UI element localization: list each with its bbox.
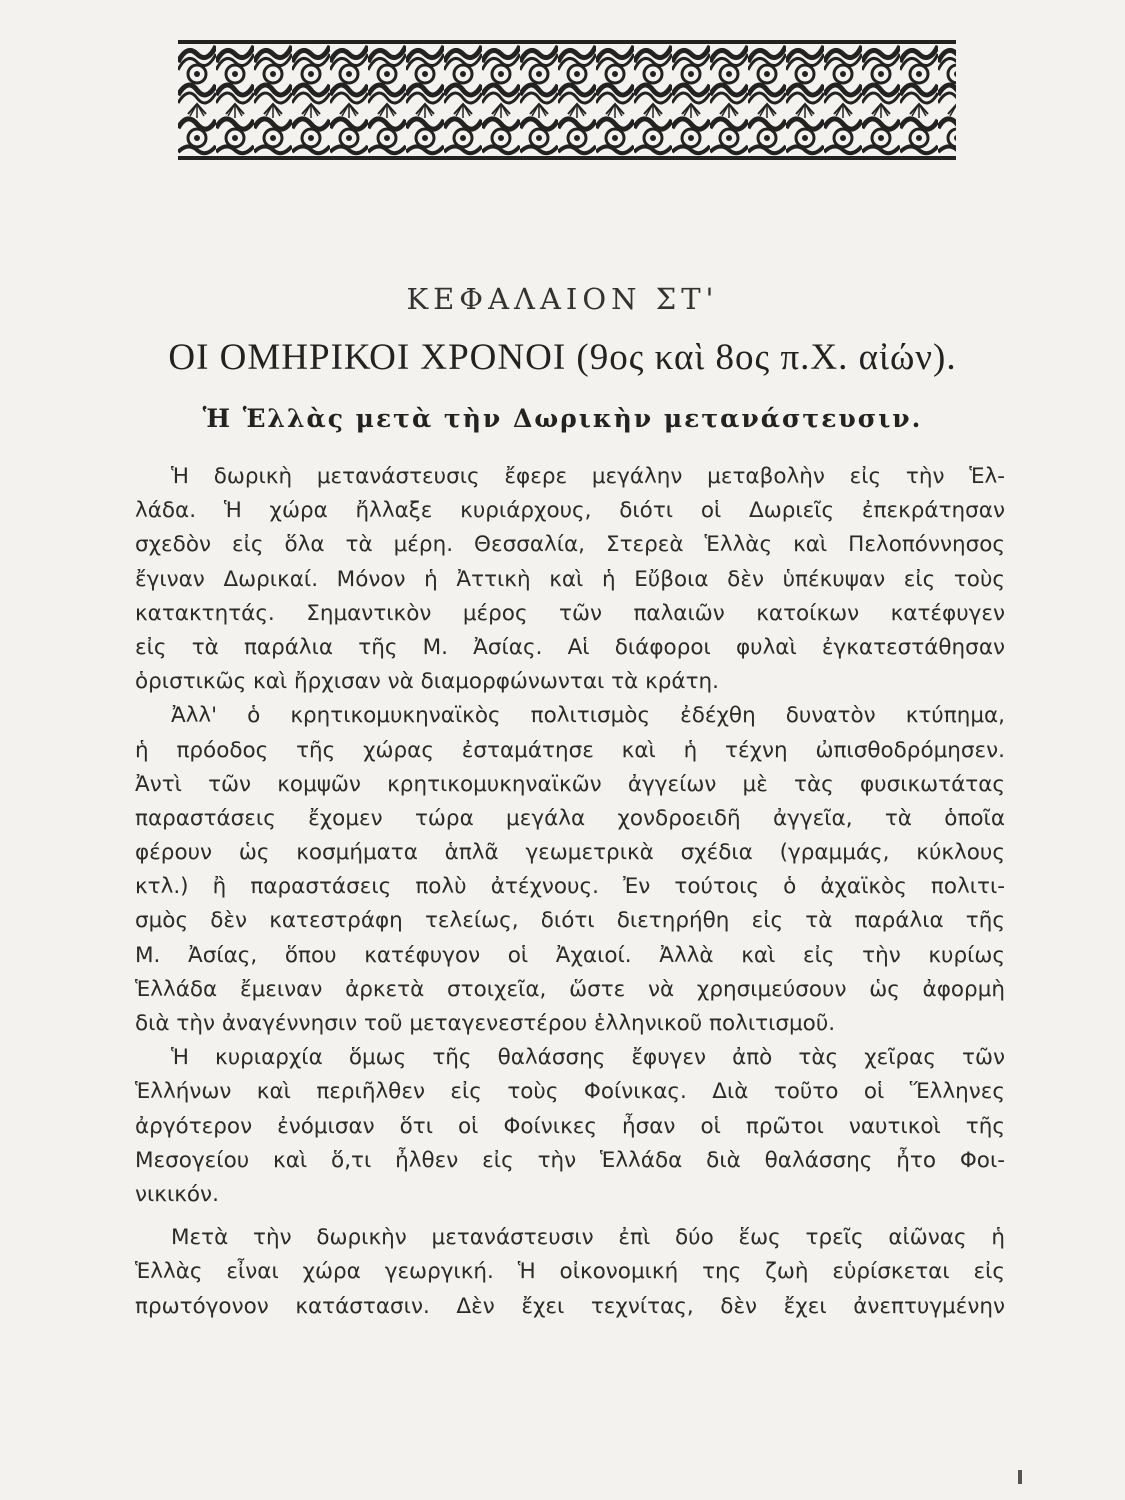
text-line: Μετὰ τὴν δωρικὴν μετανάστευσιν ἐπὶ δύο ἕως τρεῖς αἰῶνας ἡ [171, 1225, 1005, 1251]
text-line: παραστάσεις ἔχομεν τώρα μεγάλα χονδροειδῆ ἀγγεῖα, τὰ ὁποῖα [135, 805, 1005, 831]
text-line: σχεδὸν εἰς ὅλα τὰ μέρη. Θεσσαλία, Στερεὰ Ἑλλὰς καὶ Πελοπόννησος [135, 532, 1005, 558]
text-line: Ἀλλ' ὁ κρητικομυκηναϊκὸς πολιτισμὸς ἐδέχθη δυνατὸν κτύπημα, [171, 703, 1005, 729]
text-line: ἀργότερον ἐνόμισαν ὅτι οἱ Φοίνικες ἦσαν οἱ πρῶτοι ναυτικοὶ τῆς [135, 1113, 1005, 1139]
text-line: κτλ.) ἢ παραστάσεις πολὺ ἀτέχνους. Ἐν τούτοις ὁ ἀχαϊκὸς πολιτι- [135, 874, 1005, 900]
text-line: νικικόν. [135, 1181, 219, 1207]
text-line: εἰς τὰ παράλια τῆς Μ. Ἀσίας. Αἱ διάφοροι φυλαὶ ἐγκατεστάθησαν [135, 634, 1005, 660]
section-subtitle: Ἡ Ἑλλὰς μετὰ τὴν Δωρικὴν μετανάστευσιν. [202, 404, 923, 433]
text-line: σμὸς δὲν κατεστράφη τελείως, διότι διετηρήθη εἰς τὰ παράλια τῆς [135, 908, 1005, 934]
text-line: πρωτόγονον κατάστασιν. Δὲν ἔχει τεχνίτας, δὲν ἔχει ἀνεπτυγμένην [135, 1293, 1005, 1319]
text-line: Ἀντὶ τῶν κομψῶν κρητικομυκηναϊκῶν ἀγγείων μὲ τὰς φυσικωτάτας [135, 771, 1005, 797]
text-line: Ἡ δωρικὴ μετανάστευσις ἔφερε μεγάλην μεταβολὴν εἰς τὴν Ἑλ- [171, 464, 1005, 489]
chapter-label: ΚΕΦΑΛΑΙΟΝ ΣΤ' [406, 282, 719, 316]
text-line: Μ. Ἀσίας, ὅπου κατέφυγον οἱ Ἀχαιοί. Ἀλλὰ καὶ εἰς τὴν κυρίως [135, 942, 1005, 968]
text-line: κατακτητάς. Σημαντικὸν μέρος τῶν παλαιῶν κατοίκων κατέφυγεν [135, 600, 1005, 626]
body-text [135, 460, 1005, 1324]
text-line: ἡ πρόοδος τῆς χώρας ἐσταμάτησε καὶ ἡ τέχνη ὠπισθοδρόμησεν. [135, 737, 1005, 763]
text-line: ὁριστικῶς καὶ ἤρχισαν νὰ διαμορφώνωνται τὰ κράτη. [135, 669, 719, 695]
page-edge-mark [1018, 1470, 1022, 1484]
text-line: λάδα. Ἡ χώρα ἤλλαξε κυριάρχους, διότι οἱ Δωριεῖς ἐπεκράτησαν [135, 498, 1005, 524]
text-line: φέρουν ὡς κοσμήματα ἁπλᾶ γεωμετρικὰ σχέδια (γραμμάς, κύκλους [135, 840, 1005, 866]
text-line: Μεσογείου καὶ ὅ,τι ἦλθεν εἰς τὴν Ἑλλάδα διὰ θαλάσσης ἦτο Φοι- [135, 1147, 1005, 1173]
decorative-border-ornament [178, 40, 956, 160]
text-line: Ἑλλάδα ἔμειναν ἀρκετὰ στοιχεῖα, ὥστε νὰ χρησιμεύσουν ὡς ἀφορμὴ [135, 976, 1005, 1002]
text-line: ἔγιναν Δωρικαί. Μόνον ἡ Ἀττικὴ καὶ ἡ Εὔβοια δὲν ὑπέκυψαν εἰς τοὺς [135, 566, 1005, 592]
text-line: διὰ τὴν ἀναγέννησιν τοῦ μεταγενεστέρου ἑλληνικοῦ πολιτισμοῦ. [135, 1011, 836, 1036]
page-title: ΟΙ ΟΜΗΡΙΚΟΙ ΧΡΟΝΟΙ (9ος καὶ 8ος π.Χ. αἰών). [168, 337, 957, 378]
text-line: Ἑλλὰς εἶναι χώρα γεωργική. Ἡ οἰκονομική της ζωὴ εὑρίσκεται εἰς [135, 1259, 1005, 1285]
text-line: Ἑλλήνων καὶ περιῆλθεν εἰς τοὺς Φοίνικας. Διὰ τοῦτο οἱ Ἕλληνες [135, 1079, 1005, 1105]
text-line: Ἡ κυριαρχία ὅμως τῆς θαλάσσης ἔφυγεν ἀπὸ τὰς χεῖρας τῶν [171, 1045, 1005, 1071]
